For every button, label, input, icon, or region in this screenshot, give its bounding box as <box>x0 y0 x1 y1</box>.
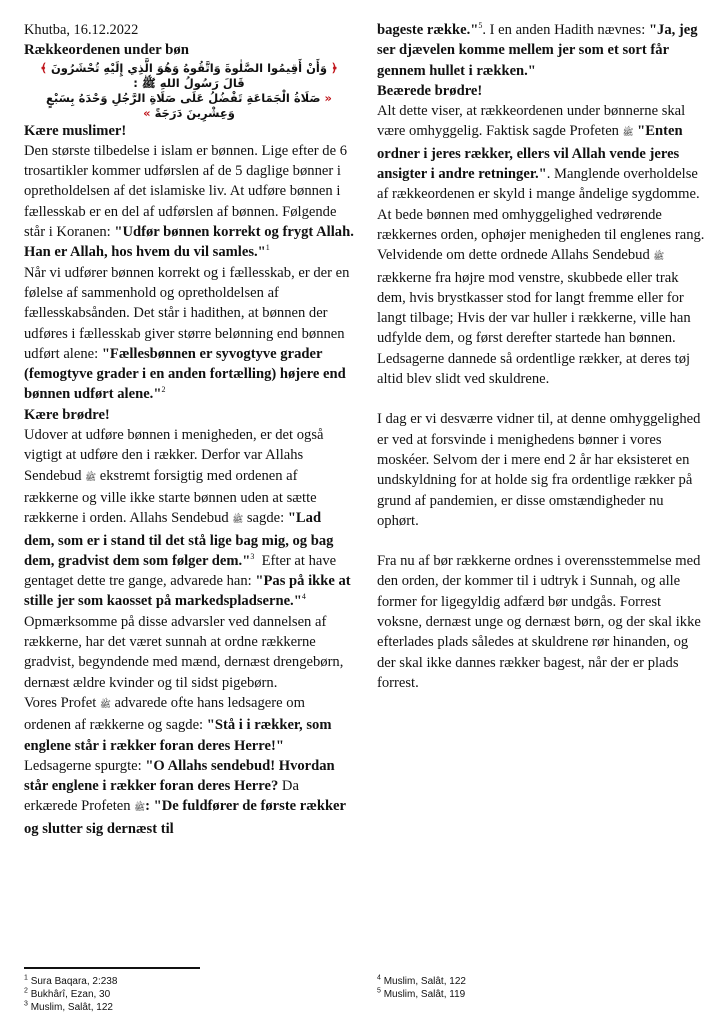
arabic-hadith-intro: قَالَ رَسُولُ اللهِ ﷺ : <box>133 75 245 90</box>
paragraph-gap <box>377 389 707 409</box>
greeting-heading-3: Beærede brødre! <box>377 82 483 99</box>
paragraph <box>24 141 354 263</box>
footnote-separator <box>24 967 200 969</box>
arabic-verse-block <box>24 61 354 121</box>
footnote <box>377 975 707 988</box>
paragraph <box>377 101 707 389</box>
paragraph-text: Efter at have gentaget dette tre gange, advarede han: <box>24 552 337 590</box>
salawat-icon: ﷺ <box>134 803 146 814</box>
hadith-quote-open: « <box>324 90 332 105</box>
paragraph <box>377 20 707 81</box>
left-column <box>24 20 354 839</box>
footnote-text: Muslim, Salât, 122 <box>383 976 466 987</box>
footnote-ref: 4 <box>301 592 306 602</box>
paragraph-text: Når vi udfører bønnen korrekt og i fællesskab, er der en følelse af sammenhold og opretholdelsen af fællesskabsånden. Det står i hadithen, at bønnen der udføres i fællesskab giver større belønning end bønnen udført alene: <box>24 264 350 362</box>
hadith-quote: "Fællesbønnen er syvogtyve grader (femogtyve grader i en anden fortælling) højere end bønnen udført alene." <box>24 345 346 403</box>
hadith-quote: "Stå i i rækker, som englene står i rækker foran deres Herre!" <box>24 717 332 754</box>
verse-bracket-close: ﴾ <box>40 60 47 75</box>
paragraph-text: rækkerne fra højre mod venstre, skubbede eller trak dem, hvis brystkasser stod for langt fremme eller for langt tilbage; Hvis der var huller i rækkerne, ville han udfylde dem, og først derefter startede han bønnen. Ledsagerne dannede så ordentlige rækker, at deres tøj altid blev slidt ved skuldrene. <box>377 269 691 388</box>
paragraph: I dag er vi desværre vidner til, at denne omhyggelighed er ved at forsvinde i menighedens bønner i vores moskéer. Selvom der i mere end 2 år har eksisteret en undskyldning for at holde sig fra ordentlige rækker på grund af pandemien, er disse omstændigheder nu ophørt. <box>377 411 701 529</box>
arabic-verse <box>24 61 354 76</box>
footnote-number: 2 <box>24 987 28 995</box>
salawat-icon: ﷺ <box>622 128 634 139</box>
footnotes-right <box>377 975 707 1001</box>
salawat-icon: ﷺ <box>99 699 111 710</box>
paragraph-text: Den største tilbedelse i islam er bønnen. Lige efter de 6 trosartikler kommer udførslen af de 5 daglige bønner i opretholdelsen af det islamiske liv. At udføre bønnen i fællesskab er en del af udførslen af bønnen. Følgende står i Koranen: <box>24 142 347 241</box>
footnote-ref: 2 <box>161 385 166 395</box>
salawat-icon: ﷺ <box>653 252 665 263</box>
footnote-ref: 1 <box>265 243 270 253</box>
hadith-quote: "O Allahs sendebud! Hvordan står englene i rækker foran deres Herre? <box>24 757 335 795</box>
footnote-text: Muslim, Salât, 119 <box>383 989 466 1000</box>
footnote-number: 5 <box>377 987 381 995</box>
paragraph-gap <box>377 531 707 551</box>
footnote-text: Sura Baqara, 2:238 <box>30 976 118 987</box>
paragraph-text: Vores Profet <box>24 694 97 711</box>
quran-quote: "Udfør bønnen korrekt og frygt Allah. Han er Allah, hos hvem du vil samles." <box>24 224 354 261</box>
footnote <box>24 988 354 1001</box>
paragraph <box>24 263 354 405</box>
footnote-ref: 5 <box>478 21 483 31</box>
paragraph-text: . <box>546 166 551 183</box>
sermon-title: Rækkeordenen under bøn <box>24 42 189 59</box>
hadith-quote: "Enten ordner i jeres rækker, ellers vil Allah vende jeres ansigter i andre retninger." <box>377 123 683 183</box>
salawat-icon: ﷺ <box>85 472 97 483</box>
greeting-heading-1: Kære muslimer! <box>24 122 127 139</box>
paragraph: Opmærksomme på disse advarsler ved dannelsen af rækkerne, har det været sunnah at ordne rækkerne gradvist, begyndende med mænd, dernæst drengebørn, dernæst ældre kvinder og til sidst pigebørn. <box>24 613 344 691</box>
footnote-number: 4 <box>377 974 381 982</box>
footnote-number: 3 <box>24 1000 28 1008</box>
hadith-quote: "Ja, jeg ser djævelen komme mellem jer som et sort får gennem hullet i rækken." <box>377 22 698 79</box>
paragraph-text: Alt dette viser, at rækkeordenen under bønnerne skal være omhyggelig. Faktisk sagde Profeten <box>377 103 686 140</box>
colon: : <box>145 798 150 815</box>
footnote-number: 1 <box>24 974 28 982</box>
arabic-hadith-text: صَلَاةُ الْجَمَاعَةِ تَفْضُلُ عَلَى صَلَاةِ الرَّجُلِ وَحْدَهُ بِسَبْعٍ وَعِشْرِينَ دَرَجَةً <box>46 90 321 120</box>
hadith-quote-close: » <box>143 105 151 120</box>
paragraph-text: Da erkærede Profeten <box>24 778 299 815</box>
text-columns <box>0 20 724 839</box>
khutba-date: Khutba, 16.12.2022 <box>24 22 139 38</box>
footnote <box>24 975 354 988</box>
arabic-hadith <box>24 91 354 121</box>
hadith-quote: "De fuldfører de første rækker og slutter sig dernæst til <box>24 798 346 837</box>
page-spacer <box>0 839 724 967</box>
footnote <box>377 988 707 1001</box>
footnotes-right-column <box>377 967 707 1014</box>
paragraph <box>24 693 354 756</box>
paragraph-text: ekstremt forsigtig med ordenen af rækkerne og ville ikke starte bønnen uden at sætte rækkerne i orden. Allahs Sendebud <box>24 467 317 527</box>
paragraph-text: advarede ofte hans ledsagere om ordenen af rækkerne og sagde: <box>24 694 305 734</box>
salawat-icon: ﷺ <box>232 515 244 526</box>
paragraph-text: Manglende overholdelse af rækkeordenen er skyld i mange åndelige sygdomme. At bede bønnen med omhyggelighed vedrørende rækkernes orden, ophøjer menigheden til englenes rang. Velvidende om dette ordnede Allahs Sendebud <box>377 166 705 264</box>
right-column <box>377 20 707 693</box>
verse-bracket-open: ﴿ <box>331 60 338 75</box>
arabic-verse-text: وَأَنْ أَقِيمُوا الصَّلٰوةَ وَاتَّقُوهُ وَهُوَ الَّذِي إِلَيْهِ تُحْشَرُونَ <box>50 60 328 75</box>
paragraph <box>24 756 354 839</box>
paragraph-text: Ledsagerne spurgte: <box>24 757 142 774</box>
footnote-text: Muslim, Salât, 122 <box>30 1002 113 1013</box>
footnote-text: Bukhârî, Ezan, 30 <box>30 989 111 1000</box>
footnote-ref: 3 <box>250 551 255 561</box>
paragraph-text: . I en anden Hadith nævnes: <box>482 22 646 38</box>
paragraph-text: sagde: <box>246 510 285 527</box>
paragraph <box>24 425 354 612</box>
hadith-quote: "Lad dem, som er i stand til det stå lige bag mig, og bag dem, gradvist dem som følger dem." <box>24 510 334 569</box>
footnote-area <box>0 967 724 1014</box>
footnotes-left <box>24 975 354 1014</box>
paragraph: Fra nu af bør rækkerne ordnes i overensstemmelse med den orden, der kommer til i udtryk i Sunnah, og alle former for ligegyldig adfærd bør undgås. Forrest voksne, dernæst unge og dernæst børn, og der skal ikke efterlades plads således at skuldrene rør hinanden, og der skal ikke dannes rækker bagest, når der er plads forrest. <box>377 553 701 691</box>
hadith-quote-end: bageste række." <box>377 22 479 38</box>
footnote <box>24 1001 354 1014</box>
greeting-heading-2: Kære brødre! <box>24 406 110 423</box>
footnotes-left-column <box>24 967 354 1014</box>
paragraph-text: Udover at udføre bønnen i menigheden, er det også vigtigt at udføre den i rækker. Derfor var Allahs Sendebud <box>24 427 324 484</box>
hadith-quote: "Pas på ikke at stille jer som kaosset på markedspladserne." <box>24 573 351 610</box>
